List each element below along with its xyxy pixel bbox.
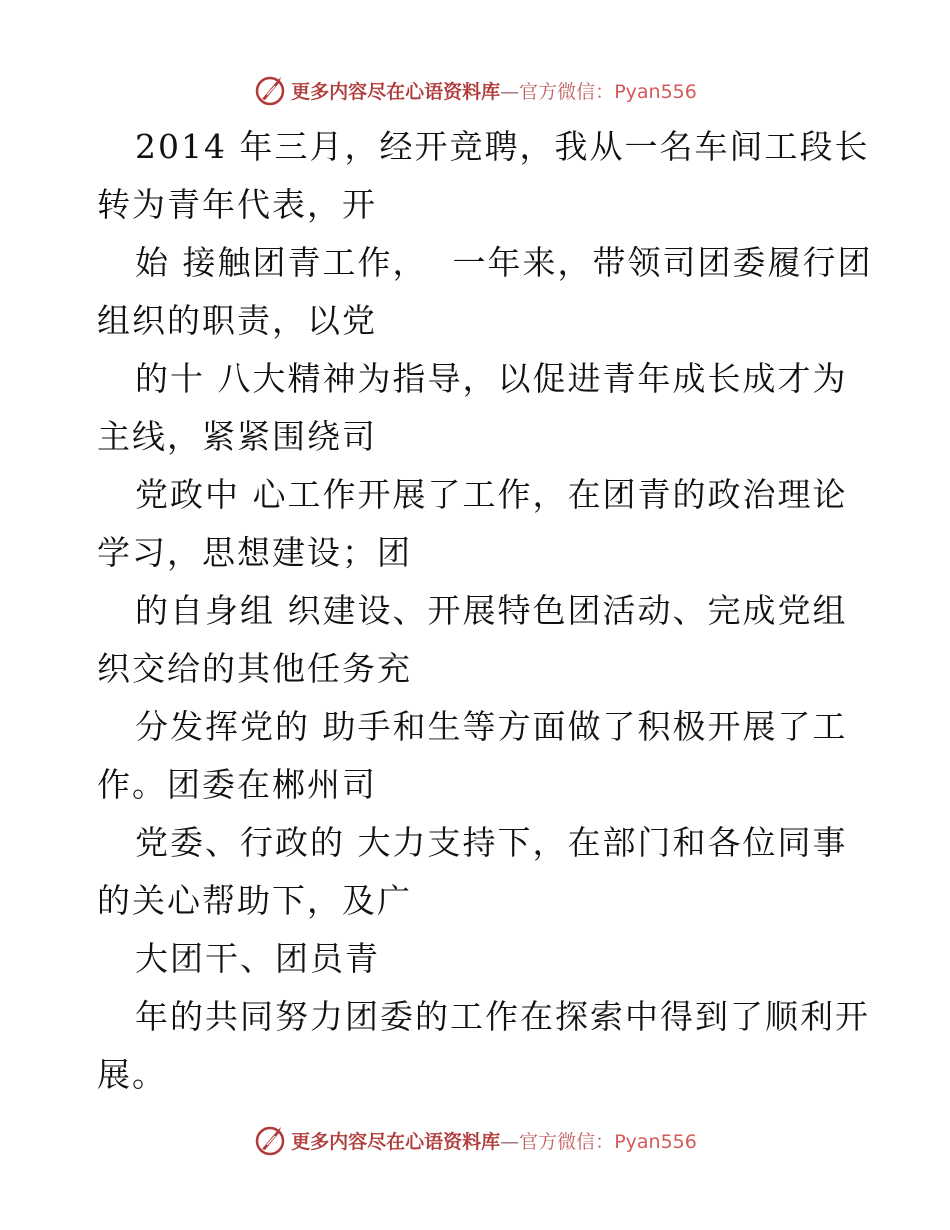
text-line: 主线，紧紧围绕司 (97, 417, 377, 456)
text-line: 组织的职责，以党 (97, 301, 377, 340)
text-line: 展。 (97, 1055, 167, 1094)
banner-wechat-label: 官方微信： (519, 80, 615, 103)
text-line: 大团干、团员青 (135, 939, 380, 978)
text-line: 作。团委在郴州司 (97, 765, 377, 804)
footer-banner (0, 1120, 950, 1160)
header-banner (0, 70, 950, 110)
quill-pen-logo-icon (253, 73, 287, 107)
text-line: 学习，思想建设；团 (97, 533, 412, 572)
banner-text (291, 1127, 697, 1154)
banner-separator: — (500, 80, 520, 103)
banner-lead: 更多内容尽在心语资料库 (291, 1130, 501, 1153)
text-line: 的自身组 织建设、开展特色团活动、完成党组 (135, 591, 848, 630)
document-body (97, 118, 873, 1104)
banner-separator: — (500, 1130, 520, 1153)
text-line: 分发挥党的 助手和生等方面做了积极开展了工 (135, 707, 848, 746)
banner-wechat-label: 官方微信： (519, 1130, 615, 1153)
text-line: 的关心帮助下，及广 (97, 881, 412, 920)
text-line: 织交给的其他任务充 (97, 649, 412, 688)
text-line: 的十 八大精神为指导，以促进青年成长成才为 (135, 359, 848, 398)
banner-wechat-id: Pyan556 (614, 80, 697, 103)
text-line: 年的共同努力团委的工作在探索中得到了顺利开 (135, 997, 870, 1036)
text-line: 党委、行政的 大力支持下，在部门和各位同事 (135, 823, 848, 862)
text-line: 2014 年三月，经开竞聘，我从一名车间工段长 (135, 127, 870, 166)
text-line: 转为青年代表，开 (97, 185, 377, 224)
text-line: 党政中 心工作开展了工作，在团青的政治理论 (135, 475, 848, 514)
banner-wechat-id: Pyan556 (614, 1130, 697, 1153)
quill-pen-logo-icon (253, 1123, 287, 1157)
banner-lead: 更多内容尽在心语资料库 (291, 80, 501, 103)
banner-text (291, 77, 697, 104)
text-line: 始 接触团青工作， 一年来，带领司团委履行团 (135, 243, 873, 282)
